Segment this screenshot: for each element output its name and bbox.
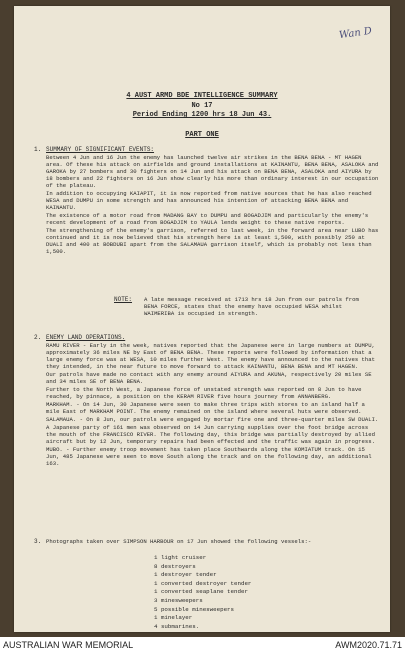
- section-body: [46, 154, 380, 304]
- vessel-item: 1 light cruiser: [154, 554, 207, 561]
- vessel-item: 4 submarines.: [154, 622, 200, 630]
- vessel-item: 5 possible minesweepers: [154, 605, 235, 613]
- vessel-item: 1 destroyer tender: [154, 571, 217, 579]
- paragraph: A Japanese party of 161 men was observed on 14 Jun carrying supplies over the foot bridge across the mouth of the FRANCISCO RIVER. The following day, this bridge was partially destroyed by allied aircraft but by 12 Jun, temporary repairs had been effected and the traffic was again in progress.: [46, 424, 375, 445]
- paragraph: MARKHAM. - On 14 Jun, 30 Japanese were seen to make three trips with stores to an island half a mile East of MARKHAM POINT. The enemy remained on the island where several huts were observed.: [46, 401, 365, 415]
- paragraph: Between 4 Jun and 16 Jun the enemy has launched twelve air strikes in the BENA BENA - MT HAGEN area. Of these his attack on airfields and ground installations at KAINANTU, BENA BENA, ASALOKA and GAROKA by 27 bombers and 30 fighters on 14 Jun and his attack on BENA BENA, ASALOKA and AIYURA by 18 bombers and 22 fighters on 16 Jun show clearly his more than ordinary interest in our occupation of the plateau.: [46, 154, 379, 189]
- section-number: 1.: [34, 146, 42, 153]
- paragraph: MUBO. - Further enemy troop movement has taken place Southwards along the KOMIATUM track. On 15 Jun, 485 Japanese were seen to move South along the track and on the following day, an additional 163.: [46, 446, 372, 467]
- accession-number: AWM2020.71.71: [335, 640, 402, 650]
- vessel-item: 1 converted seaplane tender: [154, 588, 248, 596]
- section-intro: Photographs taken over SIMPSON HARBOUR on 17 Jun showed the following vessels:-: [46, 538, 312, 545]
- note-text: A late message received at 1713 hrs 18 Jun from our patrols from BENA FORCE, states that the enemy have occupied WESA whilst WAIMERIBA is occupied in strength.: [144, 296, 359, 317]
- section-number: 2.: [34, 334, 42, 341]
- paragraph: Our patrols have made no contact with any enemy around AIYURA and AKUNA, respectively 20 miles SE and 34 miles SE of BENA BENA.: [46, 371, 372, 385]
- document-title: 4 AUST ARMD BDE INTELLIGENCE SUMMARY: [126, 92, 278, 100]
- document-page: [14, 6, 390, 632]
- paragraph: RAMU RIVER - Early in the week, natives reported that the Japanese were in large numbers at DUMPU, approximately 36 miles NE by East of BENA BENA. These reports were followed by information that a large enemy force was at WESA, 10 miles further West. The enemy have announced to the natives that they intended, in the near future to move forward to attack KAINANTU, BENA BENA and MT HAGEN.: [46, 342, 375, 370]
- paragraph: The existence of a motor road from MADANG BAY to DUMPU and BOGADJIM and particularly the enemy's recent development of a road from BOGADJIM to YAULA lends weight to these native reports.: [46, 212, 369, 226]
- vessel-item: 1 converted destroyer tender: [154, 579, 252, 587]
- handwritten-note: Wan D: [338, 25, 373, 42]
- period-line: Period Ending 1200 hrs 18 Jun 43.: [132, 111, 272, 119]
- part-heading: PART ONE: [185, 131, 219, 139]
- vessel-item: 1 minelayer: [154, 614, 193, 622]
- caption-bar: [0, 637, 405, 653]
- paragraph: The strengthening of the enemy's garrison, referred to last week, in the forward area near LUBO has continued and it is now believed that his strength here is at least 1,500, with possibly 250 at DUALI and 400 at BOBDUBI apart from the SALAMAUA garrison itself, which is probably not less than 1,500.: [46, 227, 379, 255]
- note-label: NOTE:: [114, 296, 133, 303]
- section-title: ENEMY LAND OPERATIONS.: [46, 334, 126, 341]
- section-number: 3.: [34, 538, 42, 545]
- section-body: [46, 342, 380, 532]
- paragraph: SALAMAUA. - On 8 Jun, our patrols were engaged by mortar fire one and three-quarter miles SW DUALI.: [46, 416, 379, 423]
- summary-number: No 17: [191, 102, 213, 110]
- institution-label: AUSTRALIAN WAR MEMORIAL: [3, 640, 134, 650]
- vessel-item: 3 minesweepers: [154, 596, 203, 604]
- paragraph: In addition to occupying KAIAPIT, it is now reported from native sources that he has also reached WESA and DUMPU in some strength and has announced his intention of attacking BENA BENA and KAINANTU.: [46, 190, 372, 211]
- vessel-list: [154, 554, 251, 631]
- paragraph: Further to the North West, a Japanese force of unstated strength was reported on 8 Jun to have reached, by pinnace, a position on the KERAM RIVER five hours journey from ANNANBERG.: [46, 386, 362, 400]
- section-title: SUMMARY OF SIGNIFICANT EVENTS:: [46, 146, 155, 153]
- vessel-item: 8 destroyers: [154, 562, 196, 570]
